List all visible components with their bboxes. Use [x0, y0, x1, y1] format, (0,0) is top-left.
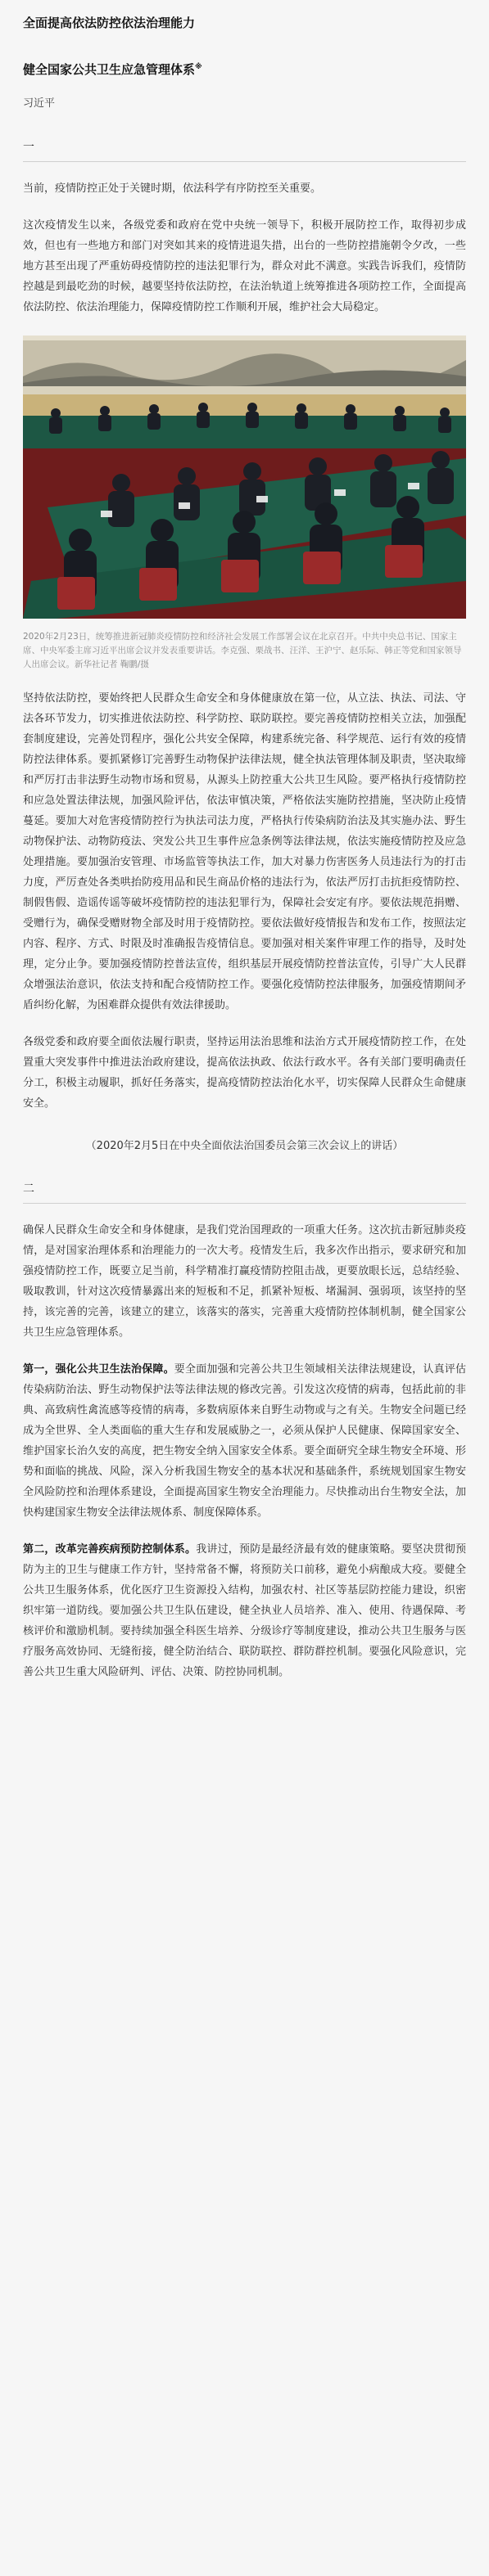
paragraph-4: 各级党委和政府要全面依法履行职责，坚持运用法治思维和法治方式开展疫情防控工作，在处置重大突发事件中推进法治政府建设，提高依法执政、依法行政水平。各有关部门要明确责任分工，积极主动履职，抓好任务落实，提高疫情防控法治化水平，切实保障人民群众生命健康安全。 [23, 1036, 466, 1110]
article-author: 习近平 [23, 97, 56, 110]
paragraph-7 [23, 1539, 466, 1682]
section-divider-two [23, 1203, 466, 1204]
paragraph-7-body: 我讲过，预防是最经济最有效的健康策略。要坚决贯彻预防为主的卫生与健康工作方针，坚持常备不懈，将预防关口前移，避免小病酿成大疫。要健全公共卫生服务体系，优化医疗卫生资源投入结构，加强农村、社区等基层防控能力建设，织密织牢第一道防线。要加强公共卫生队伍建设，健全执业人员培养、准入、使用、待遇保障、考核评价和激励机制。要持续加强全科医生培养、分级诊疗等制度建设，推动公共卫生服务与医疗服务高效协同、无缝衔接，健全防治结合、联防联控、群防群控机制。要强化风险意识，完善公共卫生重大风险研判、评估、决策、防控协同机制。 [23, 1543, 466, 1678]
meeting-photo-illustration [23, 336, 466, 619]
paragraph-7-lead: 第二，改革完善疾病预防控制体系。 [23, 1543, 197, 1556]
section-divider [23, 161, 466, 162]
section-number-two: 二 [23, 1182, 34, 1196]
article-subtitle [23, 56, 466, 81]
paragraph-1: 当前，疫情防控正处于关键时期，依法科学有序防控至关重要。 [23, 182, 322, 195]
subtitle-text: 健全国家公共卫生应急管理体系 [23, 62, 196, 77]
photo-caption: 2020年2月23日，统筹推进新冠肺炎疫情防控和经济社会发展工作部署会议在北京召开。中共中央总书记、国家主席、中央军委主席习近平出席会议并发表重要讲话。李克强、栗战书、汪洋、王沪宁、赵乐际、韩正等党和国家领导人出席会议。新华社记者 鞠鹏/摄 [23, 632, 462, 669]
speech-source: （2020年2月5日在中央全面依法治国委员会第三次会议上的讲话） [85, 1140, 404, 1152]
paragraph-2: 这次疫情发生以来，各级党委和政府在党中央统一领导下，积极开展防控工作，取得初步成效，但也有一些地方和部门对突如其来的疫情进退失措，出台的一些防控措施朝令夕改，一些地方甚至出现了严重妨碍疫情防控的违法犯罪行为，群众对此不满意。实践告诉我们，疫情防控越是到最吃劲的时候，越要坚持依法防控，在法治轨道上统筹推进各项防控工作，全面提高依法防控、依法治理能力，保障疫情防控工作顺利开展，维护社会大局稳定。 [23, 219, 466, 313]
paragraph-6-lead: 第一，强化公共卫生法治保障。 [23, 1363, 174, 1376]
paragraph-3: 坚持依法防控，要始终把人民群众生命安全和身体健康放在第一位，从立法、执法、司法、守法各环节发力，切实推进依法防控、科学防控、联防联控。要完善疫情防控相关立法，加强配套制度建设，完善处罚程序，强化公共安全保障，构建系统完备、科学规范、运行有效的疫情防控法律体系。要抓紧修订完善野生动物保护法律法规，健全执法管理体制及职责，坚决取缔和严厉打击非法野生动物市场和贸易，从源头上防控重大公共卫生风险。要严格执行疫情防控和应急处置法律法规，加强风险评估，依法审慎决策，严格依法实施防控措施，坚决防止疫情蔓延。要加大对危害疫情防控行为执法司法力度，严格执行传染病防治法及其实施办法、野生动物保护法、动物防疫法、突发公共卫生事件应急条例等法律法规，依法实施疫情防控及应急处理措施。要加强治安管理、市场监管等执法工作，加大对暴力伤害医务人员违法行为的打击力度，严厉查处各类哄抬防疫用品和民生商品价格的违法行为，依法严厉打击抗拒疫情防控、制假售假、造谣传谣等破坏疫情防控的违法犯罪行为，保障社会安定有序。要依法规范捐赠、受赠行为，确保受赠财物全部及时用于疫情防控。要依法做好疫情报告和发布工作，按照法定内容、程序、方式、时限及时准确报告疫情信息。要加强对相关案件审理工作的指导，及时处理，定分止争。要加强疫情防控普法宣传，组织基层开展疫情防控普法宣传，引导广大人民群众增强法治意识，依法支持和配合疫情防控工作。要强化疫情防控法律服务，加强疫情期间矛盾纠纷化解，为困难群众提供有效法律援助。 [23, 692, 466, 1011]
subtitle-mark: ※ [195, 63, 202, 71]
paragraph-6 [23, 1359, 466, 1523]
section-number-one: 一 [23, 141, 34, 154]
paragraph-6-body: 要全面加强和完善公共卫生领域相关法律法规建设，认真评估传染病防治法、野生动物保护法等法律法规的修改完善。引发这次疫情的病毒，包括此前的非典、高致病性禽流感等疫情的病毒，多数病原体来自野生动物或与之有关。生物安全问题已经成为全世界、全人类面临的重大生存和发展威胁之一，必须从保护人民健康、保障国家安全、维护国家长治久安的高度，把生物安全纳入国家安全体系。要全面研究全球生物安全环境、形势和面临的挑战、风险，深入分析我国生物安全的基本状况和基础条件，系统规划国家生物安全风险防控和治理体系建设，全面提高国家生物安全治理能力。尽快推动出台生物安全法，加快构建国家生物安全法律法规体系、制度保障体系。 [23, 1363, 466, 1519]
article-title: 全面提高依法防控依法治理能力 [23, 16, 196, 30]
meeting-photo [23, 336, 466, 619]
paragraph-5: 确保人民群众生命安全和身体健康，是我们党治国理政的一项重大任务。这次抗击新冠肺炎疫情，是对国家治理体系和治理能力的一次大考。疫情发生后，我多次作出指示，要求研究和加强疫情防控工作，既要立足当前，科学精准打赢疫情防控阻击战，更要放眼长远，总结经验、吸取教训，针对这次疫情暴露出来的短板和不足，抓紧补短板、堵漏洞、强弱项，该坚持的坚持，该完善的完善，该建立的建立，该落实的落实，完善重大疫情防控体制机制，健全国家公共卫生应急管理体系。 [23, 1224, 466, 1339]
